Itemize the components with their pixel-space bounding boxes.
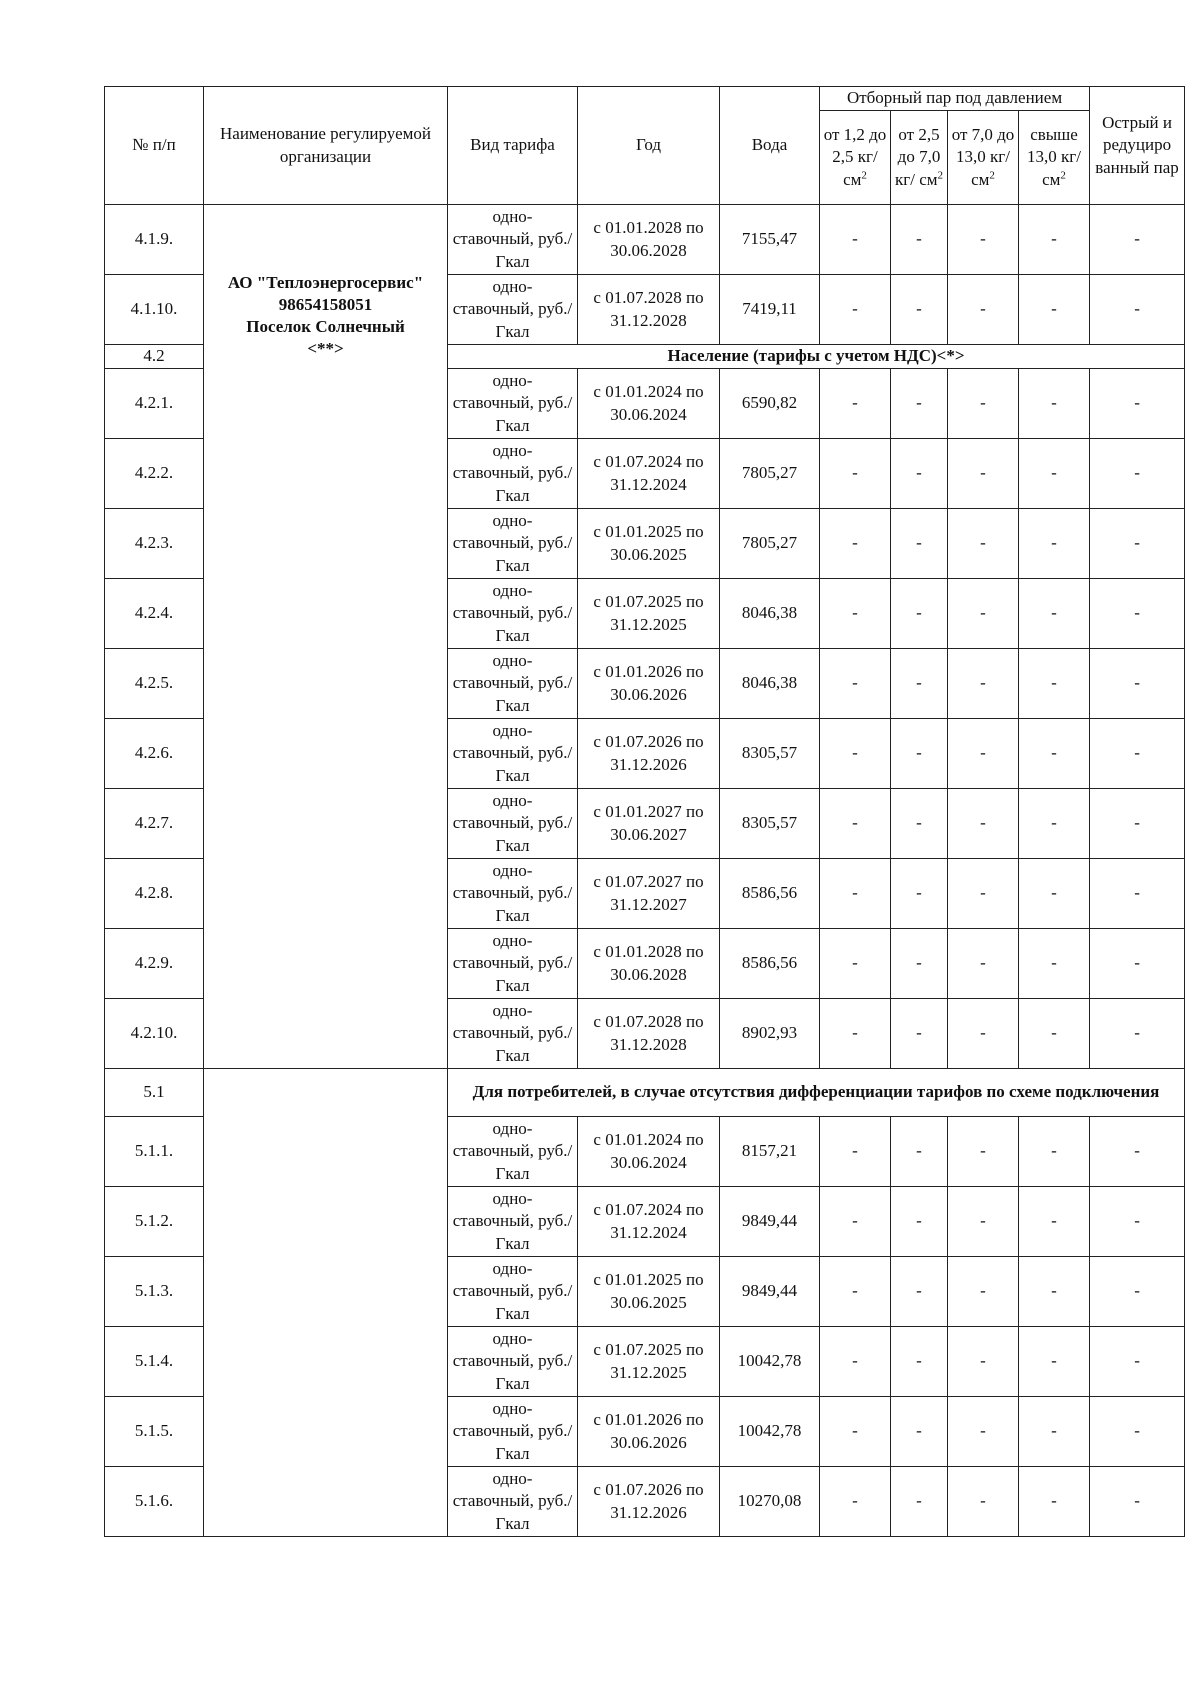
row-dash-cell: -	[820, 439, 891, 509]
row-tariff-type: одно- ставочный, руб./Гкал	[448, 1187, 578, 1257]
row-dash-cell: -	[948, 509, 1019, 579]
row-dash-cell: -	[948, 929, 1019, 999]
row-period: с 01.07.2027 по 31.12.2027	[578, 859, 720, 929]
row-num: 4.1.10.	[105, 275, 204, 345]
org-inn: 98654158051	[278, 295, 373, 315]
header-year: Год	[578, 87, 720, 205]
row-period: с 01.07.2024 по 31.12.2024	[578, 1187, 720, 1257]
row-num: 4.2.4.	[105, 579, 204, 649]
org-place: Поселок Солнечный	[246, 317, 405, 337]
header-water: Вода	[720, 87, 820, 205]
row-tariff-type: одно- ставочный, руб./Гкал	[448, 1257, 578, 1327]
row-dash-cell: -	[948, 579, 1019, 649]
row-dash-cell: -	[1019, 369, 1090, 439]
header-tariff-type: Вид тарифа	[448, 87, 578, 205]
row-dash-cell: -	[820, 859, 891, 929]
row-dash-cell: -	[948, 1467, 1019, 1537]
row-dash-cell: -	[820, 1257, 891, 1327]
row-dash-cell: -	[820, 205, 891, 275]
row-dash-cell: -	[1090, 205, 1185, 275]
row-dash-cell: -	[948, 789, 1019, 859]
row-num: 4.2.9.	[105, 929, 204, 999]
table-row	[105, 205, 1185, 275]
row-period: с 01.07.2028 по 31.12.2028	[578, 275, 720, 345]
steam-range-unit: кг/ см	[894, 169, 938, 189]
row-dash-cell: -	[1019, 649, 1090, 719]
row-dash-cell: -	[1090, 999, 1185, 1069]
row-num: 4.2.2.	[105, 439, 204, 509]
row-period: с 01.01.2028 по 30.06.2028	[578, 205, 720, 275]
row-dash-cell: -	[948, 439, 1019, 509]
row-dash-cell: -	[1090, 789, 1185, 859]
row-dash-cell: -	[891, 719, 948, 789]
row-water-value: 7805,27	[720, 439, 820, 509]
row-dash-cell: -	[1090, 1257, 1185, 1327]
row-tariff-type: одно- ставочный, руб./Гкал	[448, 999, 578, 1069]
row-period: с 01.01.2026 по 30.06.2026	[578, 649, 720, 719]
row-dash-cell: -	[891, 999, 948, 1069]
row-period: с 01.01.2024 по 30.06.2024	[578, 1117, 720, 1187]
row-dash-cell: -	[1090, 439, 1185, 509]
row-num: 5.1.5.	[105, 1397, 204, 1467]
row-dash-cell: -	[1019, 1117, 1090, 1187]
row-water-value: 7805,27	[720, 509, 820, 579]
header-org: Наименование регулируемой организации	[204, 87, 448, 205]
row-dash-cell: -	[948, 719, 1019, 789]
steam-range-sup: 2	[1060, 169, 1066, 182]
row-dash-cell: -	[1090, 1187, 1185, 1257]
section-row	[105, 1069, 1185, 1117]
row-num: 5.1.4.	[105, 1327, 204, 1397]
row-dash-cell: -	[820, 929, 891, 999]
row-dash-cell: -	[820, 719, 891, 789]
row-dash-cell: -	[820, 649, 891, 719]
row-dash-cell: -	[948, 205, 1019, 275]
steam-range-unit: кг/ см	[971, 147, 1010, 189]
row-period: с 01.01.2024 по 30.06.2024	[578, 369, 720, 439]
row-period: с 01.01.2025 по 30.06.2025	[578, 509, 720, 579]
row-water-value: 8586,56	[720, 929, 820, 999]
row-dash-cell: -	[1090, 649, 1185, 719]
row-dash-cell: -	[948, 999, 1019, 1069]
steam-range-sup: 2	[861, 169, 867, 182]
row-dash-cell: -	[891, 929, 948, 999]
row-dash-cell: -	[891, 275, 948, 345]
row-dash-cell: -	[1090, 1397, 1185, 1467]
row-dash-cell: -	[891, 369, 948, 439]
row-dash-cell: -	[820, 275, 891, 345]
row-dash-cell: -	[1090, 579, 1185, 649]
row-dash-cell: -	[1019, 859, 1090, 929]
section-num: 5.1	[105, 1069, 204, 1117]
row-dash-cell: -	[891, 205, 948, 275]
row-dash-cell: -	[948, 1187, 1019, 1257]
row-water-value: 8305,57	[720, 789, 820, 859]
row-dash-cell: -	[891, 789, 948, 859]
row-dash-cell: -	[1019, 579, 1090, 649]
row-water-value: 8305,57	[720, 719, 820, 789]
row-dash-cell: -	[1090, 929, 1185, 999]
row-tariff-type: одно- ставочный, руб./Гкал	[448, 929, 578, 999]
row-dash-cell: -	[891, 509, 948, 579]
row-dash-cell: -	[820, 1397, 891, 1467]
row-dash-cell: -	[1090, 1117, 1185, 1187]
row-tariff-type: одно- ставочный, руб./Гкал	[448, 1397, 578, 1467]
row-period: с 01.01.2028 по 30.06.2028	[578, 929, 720, 999]
row-dash-cell: -	[891, 1397, 948, 1467]
row-dash-cell: -	[948, 1257, 1019, 1327]
row-dash-cell: -	[948, 649, 1019, 719]
row-tariff-type: одно- ставочный, руб./Гкал	[448, 1327, 578, 1397]
row-water-value: 10270,08	[720, 1467, 820, 1537]
row-tariff-type: одно- ставочный, руб./Гкал	[448, 205, 578, 275]
tariff-table	[104, 86, 1185, 1537]
row-water-value: 7419,11	[720, 275, 820, 345]
row-dash-cell: -	[1090, 719, 1185, 789]
row-dash-cell: -	[1019, 789, 1090, 859]
row-dash-cell: -	[891, 859, 948, 929]
row-water-value: 7155,47	[720, 205, 820, 275]
row-dash-cell: -	[1019, 439, 1090, 509]
row-tariff-type: одно- ставочный, руб./Гкал	[448, 369, 578, 439]
row-period: с 01.07.2026 по 31.12.2026	[578, 1467, 720, 1537]
row-water-value: 8046,38	[720, 579, 820, 649]
row-water-value: 6590,82	[720, 369, 820, 439]
row-num: 4.2.10.	[105, 999, 204, 1069]
row-dash-cell: -	[1019, 929, 1090, 999]
org-name-cell	[204, 205, 448, 1069]
row-water-value: 10042,78	[720, 1397, 820, 1467]
header-steam-range	[891, 111, 948, 205]
row-dash-cell: -	[891, 1467, 948, 1537]
row-dash-cell: -	[948, 1117, 1019, 1187]
row-period: с 01.07.2025 по 31.12.2025	[578, 1327, 720, 1397]
row-dash-cell: -	[1090, 1467, 1185, 1537]
steam-range-sup: 2	[989, 169, 995, 182]
row-tariff-type: одно- ставочный, руб./Гкал	[448, 579, 578, 649]
row-dash-cell: -	[891, 439, 948, 509]
row-dash-cell: -	[1090, 509, 1185, 579]
row-dash-cell: -	[1019, 205, 1090, 275]
row-tariff-type: одно- ставочный, руб./Гкал	[448, 649, 578, 719]
row-dash-cell: -	[891, 1257, 948, 1327]
steam-range-label: свыше 13,0	[1027, 124, 1078, 167]
org-empty-cell	[204, 1069, 448, 1537]
row-dash-cell: -	[891, 1187, 948, 1257]
row-dash-cell: -	[891, 1117, 948, 1187]
header-steam-range	[1019, 111, 1090, 205]
row-tariff-type: одно- ставочный, руб./Гкал	[448, 789, 578, 859]
row-dash-cell: -	[820, 999, 891, 1069]
row-dash-cell: -	[948, 1397, 1019, 1467]
row-num: 4.2.5.	[105, 649, 204, 719]
org-mark: <**>	[307, 339, 344, 359]
steam-range-sup: 2	[937, 169, 943, 182]
row-dash-cell: -	[820, 1327, 891, 1397]
row-dash-cell: -	[1019, 1397, 1090, 1467]
row-num: 4.2.1.	[105, 369, 204, 439]
row-tariff-type: одно- ставочный, руб./Гкал	[448, 439, 578, 509]
row-dash-cell: -	[948, 369, 1019, 439]
row-water-value: 10042,78	[720, 1327, 820, 1397]
row-num: 5.1.6.	[105, 1467, 204, 1537]
row-dash-cell: -	[1019, 719, 1090, 789]
row-dash-cell: -	[891, 649, 948, 719]
row-dash-cell: -	[1019, 1327, 1090, 1397]
header-steam-range	[948, 111, 1019, 205]
row-water-value: 8586,56	[720, 859, 820, 929]
header-steam-range	[820, 111, 891, 205]
steam-range-label: от 2,5 до 7,0	[897, 124, 941, 167]
row-dash-cell: -	[1019, 999, 1090, 1069]
row-tariff-type: одно- ставочный, руб./Гкал	[448, 1117, 578, 1187]
section-title: Для потребителей, в случае отсутствия дифференциации тарифов по схеме подключения	[448, 1069, 1185, 1117]
steam-range-label: от 7,0 до 13,0	[951, 124, 1015, 167]
row-dash-cell: -	[820, 1117, 891, 1187]
row-dash-cell: -	[1019, 275, 1090, 345]
row-dash-cell: -	[1090, 369, 1185, 439]
row-tariff-type: одно- ставочный, руб./Гкал	[448, 275, 578, 345]
row-dash-cell: -	[948, 859, 1019, 929]
row-period: с 01.07.2026 по 31.12.2026	[578, 719, 720, 789]
row-dash-cell: -	[820, 369, 891, 439]
row-dash-cell: -	[1019, 1257, 1090, 1327]
row-water-value: 8157,21	[720, 1117, 820, 1187]
row-dash-cell: -	[820, 579, 891, 649]
org-name: АО "Теплоэнергосервис"	[227, 273, 424, 292]
row-dash-cell: -	[1019, 509, 1090, 579]
row-period: с 01.07.2028 по 31.12.2028	[578, 999, 720, 1069]
row-water-value: 9849,44	[720, 1187, 820, 1257]
row-dash-cell: -	[1019, 1187, 1090, 1257]
row-num: 4.2.8.	[105, 859, 204, 929]
row-num: 4.1.9.	[105, 205, 204, 275]
row-dash-cell: -	[820, 789, 891, 859]
steam-range-unit: кг/ см	[1042, 147, 1081, 189]
row-tariff-type: одно- ставочный, руб./Гкал	[448, 859, 578, 929]
row-num: 5.1.3.	[105, 1257, 204, 1327]
row-dash-cell: -	[820, 1467, 891, 1537]
row-dash-cell: -	[1090, 1327, 1185, 1397]
row-period: с 01.01.2025 по 30.06.2025	[578, 1257, 720, 1327]
row-num: 4.2.6.	[105, 719, 204, 789]
steam-range-unit: кг/ см	[843, 147, 878, 189]
steam-range-label: от 1,2 до 2,5	[823, 124, 887, 167]
row-dash-cell: -	[1090, 275, 1185, 345]
row-dash-cell: -	[891, 579, 948, 649]
section-title: Население (тарифы с учетом НДС)<*>	[448, 345, 1185, 369]
row-tariff-type: одно- ставочный, руб./Гкал	[448, 509, 578, 579]
row-period: с 01.01.2027 по 30.06.2027	[578, 789, 720, 859]
row-period: с 01.01.2026 по 30.06.2026	[578, 1397, 720, 1467]
row-water-value: 8902,93	[720, 999, 820, 1069]
row-dash-cell: -	[1019, 1467, 1090, 1537]
row-dash-cell: -	[948, 1327, 1019, 1397]
row-tariff-type: одно- ставочный, руб./Гкал	[448, 1467, 578, 1537]
row-dash-cell: -	[948, 275, 1019, 345]
row-num: 4.2.7.	[105, 789, 204, 859]
header-sharp-steam: Острый и редуциро ванный пар	[1090, 87, 1185, 205]
row-period: с 01.07.2024 по 31.12.2024	[578, 439, 720, 509]
row-period: с 01.07.2025 по 31.12.2025	[578, 579, 720, 649]
row-num: 5.1.1.	[105, 1117, 204, 1187]
row-water-value: 8046,38	[720, 649, 820, 719]
row-dash-cell: -	[820, 1187, 891, 1257]
row-num: 4.2.3.	[105, 509, 204, 579]
section-num: 4.2	[105, 345, 204, 369]
row-dash-cell: -	[891, 1327, 948, 1397]
row-tariff-type: одно- ставочный, руб./Гкал	[448, 719, 578, 789]
row-water-value: 9849,44	[720, 1257, 820, 1327]
row-dash-cell: -	[820, 509, 891, 579]
row-num: 5.1.2.	[105, 1187, 204, 1257]
row-dash-cell: -	[1090, 859, 1185, 929]
header-steam-group: Отборный пар под давлением	[820, 87, 1090, 111]
header-num: № п/п	[105, 87, 204, 205]
